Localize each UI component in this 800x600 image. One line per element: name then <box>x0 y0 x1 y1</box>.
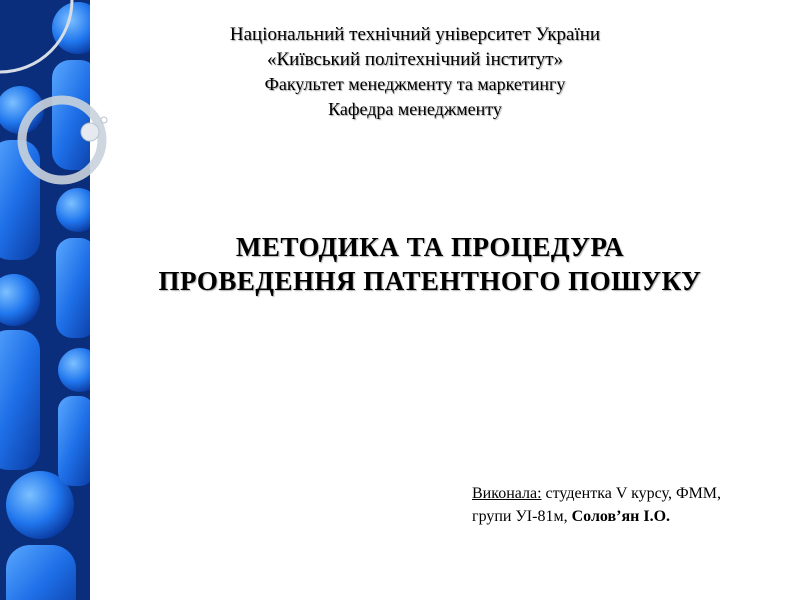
author-group: групи УІ-81м, <box>472 508 568 525</box>
institution-header <box>110 22 720 122</box>
author-name: Солов’ян І.О. <box>571 508 671 525</box>
university-name: Національний технічний університет України <box>229 24 601 45</box>
slide-title <box>100 230 760 298</box>
title-line-1: МЕТОДИКА ТА ПРОЦЕДУРА <box>235 232 625 262</box>
decorative-rings <box>0 0 120 200</box>
faculty-name: Факультет менеджменту та маркетингу <box>264 74 566 94</box>
author-info <box>472 482 782 528</box>
department-name: Кафедра менеджменту <box>328 99 502 119</box>
author-label: Виконала: <box>472 485 542 502</box>
institute-name: «Київський політехнічний інститут» <box>266 49 564 70</box>
author-line-1 <box>472 482 782 505</box>
author-course: студентка V курсу, ФММ, <box>545 485 722 502</box>
title-line-2: ПРОВЕДЕННЯ ПАТЕНТНОГО ПОШУКУ <box>158 266 702 296</box>
author-line-2 <box>472 505 782 528</box>
